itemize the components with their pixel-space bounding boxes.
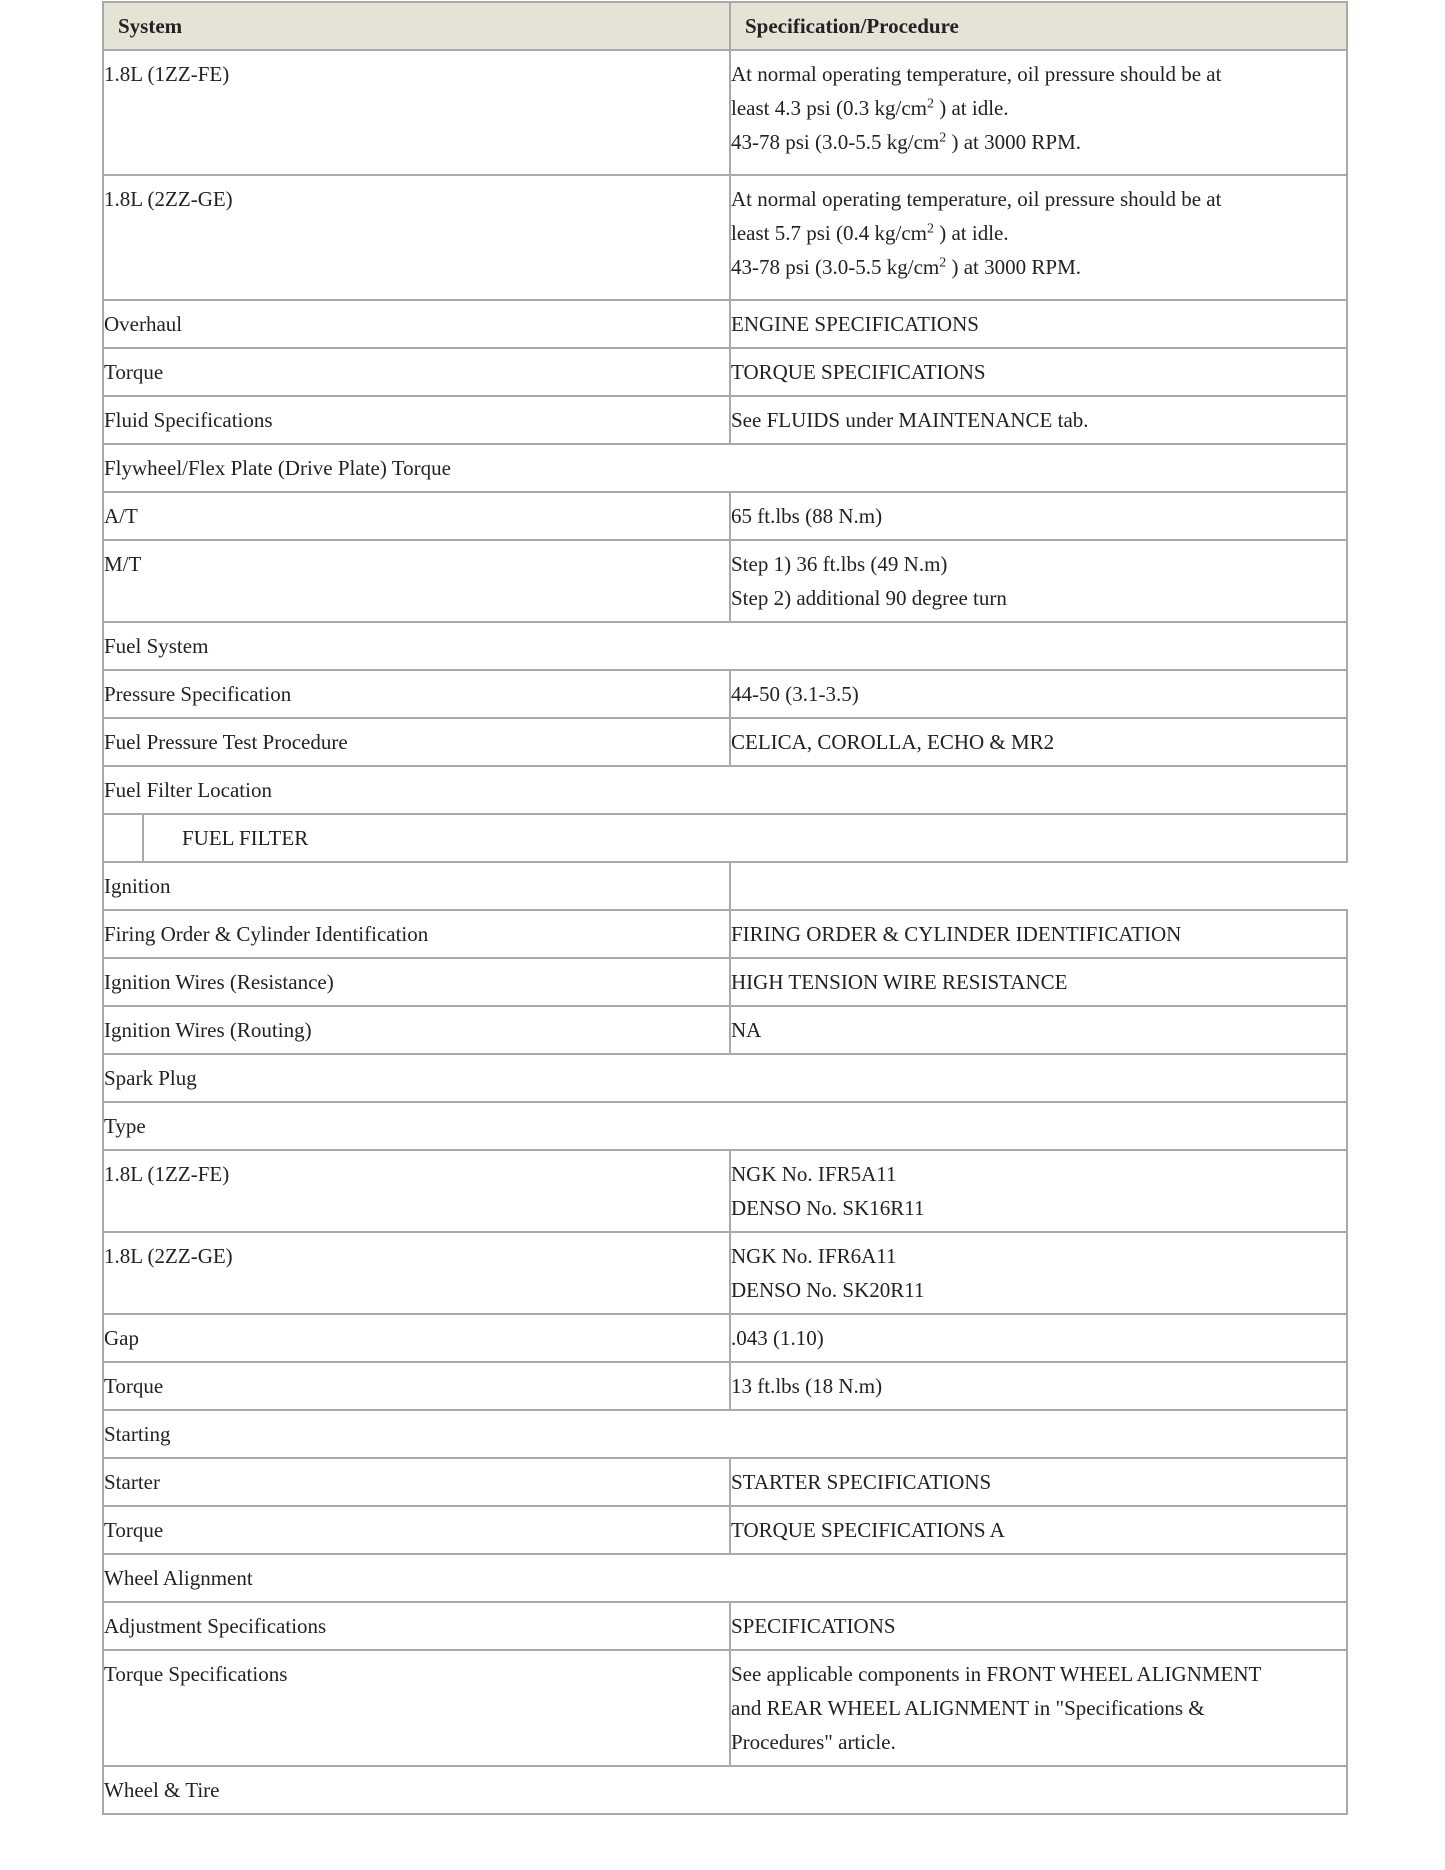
- row-label: Pressure Specification: [103, 670, 730, 718]
- row-label: Adjustment Specifications: [103, 1602, 730, 1650]
- row-value: 65 ft.lbs (88 N.m): [730, 492, 1347, 540]
- value-line: DENSO No. SK16R11: [731, 1196, 925, 1220]
- torque-specifications-link[interactable]: TORQUE SPECIFICATIONS: [730, 348, 1347, 396]
- row-value: [730, 1650, 1347, 1766]
- alignment-specifications-link[interactable]: SPECIFICATIONS: [730, 1602, 1347, 1650]
- table-row: [103, 670, 1347, 718]
- section-row: [103, 862, 1347, 910]
- table-row: [103, 300, 1347, 348]
- value-line: least 5.7 psi (0.4 $kg/cm^2$ ) at idle.: [731, 221, 1009, 245]
- section-label: Fuel System: [103, 622, 1347, 670]
- table-row: [103, 1150, 1347, 1232]
- table-header-row: [103, 2, 1347, 50]
- row-value: [730, 540, 1347, 622]
- value-line: 43-78 psi (3.0-5.5 $kg/cm^2$ ) at 3000 RPM.: [731, 255, 1081, 279]
- row-label: 1.8L (2ZZ-GE): [103, 175, 730, 300]
- table-row: [103, 175, 1347, 300]
- row-label: Fluid Specifications: [103, 396, 730, 444]
- table-row: [103, 958, 1347, 1006]
- row-label: Torque: [103, 1506, 730, 1554]
- row-label: A/T: [103, 492, 730, 540]
- section-label: Wheel & Tire: [103, 1766, 1347, 1814]
- row-label: Fuel Pressure Test Procedure: [103, 718, 730, 766]
- row-label: 1.8L (1ZZ-FE): [103, 1150, 730, 1232]
- table-row: [103, 50, 1347, 175]
- value-line: Procedures" article.: [731, 1730, 896, 1754]
- row-label: 1.8L (1ZZ-FE): [103, 50, 730, 175]
- table-row: [103, 1506, 1347, 1554]
- value-line: and REAR WHEEL ALIGNMENT in "Specifications &: [731, 1696, 1205, 1720]
- torque-specifications-a-link[interactable]: TORQUE SPECIFICATIONS A: [730, 1506, 1347, 1554]
- value-line: least 4.3 psi (0.3 $kg/cm^2$ ) at idle.: [731, 96, 1009, 120]
- row-label: Torque: [103, 1362, 730, 1410]
- table-row: [103, 718, 1347, 766]
- starter-specifications-link[interactable]: STARTER SPECIFICATIONS: [730, 1458, 1347, 1506]
- row-value: See FLUIDS under MAINTENANCE tab.: [730, 396, 1347, 444]
- table-row: [103, 1006, 1347, 1054]
- table-row: [103, 910, 1347, 958]
- value-line: At normal operating temperature, oil pressure should be at: [731, 187, 1222, 211]
- row-label: Gap: [103, 1314, 730, 1362]
- section-label: Type: [103, 1102, 1347, 1150]
- row-value: .043 (1.10): [730, 1314, 1347, 1362]
- row-label: 1.8L (2ZZ-GE): [103, 1232, 730, 1314]
- value-line: At normal operating temperature, oil pressure should be at: [731, 62, 1222, 86]
- table-row: [103, 1458, 1347, 1506]
- section-row: [103, 1054, 1347, 1102]
- value-line: Step 1) 36 ft.lbs (49 N.m): [731, 552, 948, 576]
- table-row: [103, 396, 1347, 444]
- section-row: [103, 1766, 1347, 1814]
- section-label: Wheel Alignment: [103, 1554, 1347, 1602]
- table-row: [103, 1602, 1347, 1650]
- section-row: [103, 1102, 1347, 1150]
- row-value: [730, 175, 1347, 300]
- row-value: [730, 1150, 1347, 1232]
- section-row: [103, 1554, 1347, 1602]
- row-label: Firing Order & Cylinder Identification: [103, 910, 730, 958]
- row-label: Torque Specifications: [103, 1650, 730, 1766]
- section-label: Ignition: [103, 862, 730, 910]
- section-row: [103, 622, 1347, 670]
- section-row: [103, 444, 1347, 492]
- table-row: [103, 1314, 1347, 1362]
- fuel-pressure-test-link[interactable]: CELICA, COROLLA, ECHO & MR2: [730, 718, 1347, 766]
- row-label: Overhaul: [103, 300, 730, 348]
- row-label: Ignition Wires (Resistance): [103, 958, 730, 1006]
- section-label: Spark Plug: [103, 1054, 1347, 1102]
- section-label: Flywheel/Flex Plate (Drive Plate) Torque: [103, 444, 1347, 492]
- section-row: [103, 1410, 1347, 1458]
- value-line: NGK No. IFR5A11: [731, 1162, 897, 1186]
- value-line: Step 2) additional 90 degree turn: [731, 586, 1007, 610]
- row-value: [730, 1232, 1347, 1314]
- firing-order-link[interactable]: FIRING ORDER & CYLINDER IDENTIFICATION: [730, 910, 1347, 958]
- engine-specifications-link[interactable]: ENGINE SPECIFICATIONS: [730, 300, 1347, 348]
- row-value: NA: [730, 1006, 1347, 1054]
- table-row: [103, 540, 1347, 622]
- table-row: [103, 814, 1347, 862]
- column-header-system: System: [103, 2, 730, 50]
- row-label: Starter: [103, 1458, 730, 1506]
- section-row: [103, 766, 1347, 814]
- section-label: Fuel Filter Location: [103, 766, 1347, 814]
- fuel-filter-link[interactable]: FUEL FILTER: [143, 815, 1346, 861]
- row-label: Ignition Wires (Routing): [103, 1006, 730, 1054]
- column-header-specification: Specification/Procedure: [730, 2, 1347, 50]
- row-value: 13 ft.lbs (18 N.m): [730, 1362, 1347, 1410]
- wire-resistance-link[interactable]: HIGH TENSION WIRE RESISTANCE: [730, 958, 1347, 1006]
- table-row: [103, 1650, 1347, 1766]
- specifications-table: [102, 1, 1348, 1815]
- value-line: NGK No. IFR6A11: [731, 1244, 897, 1268]
- table-row: [103, 1362, 1347, 1410]
- row-value: [730, 50, 1347, 175]
- value-line: 43-78 psi (3.0-5.5 $kg/cm^2$ ) at 3000 RPM.: [731, 130, 1081, 154]
- row-value: 44-50 (3.1-3.5): [730, 670, 1347, 718]
- value-line: DENSO No. SK20R11: [731, 1278, 925, 1302]
- row-label: M/T: [103, 540, 730, 622]
- section-label: Starting: [103, 1410, 1347, 1458]
- table-row: [103, 492, 1347, 540]
- row-label: Torque: [103, 348, 730, 396]
- table-row: [103, 348, 1347, 396]
- table-row: [103, 1232, 1347, 1314]
- value-line: See applicable components in FRONT WHEEL ALIGNMENT: [731, 1662, 1262, 1686]
- nested-cell: [103, 814, 1347, 862]
